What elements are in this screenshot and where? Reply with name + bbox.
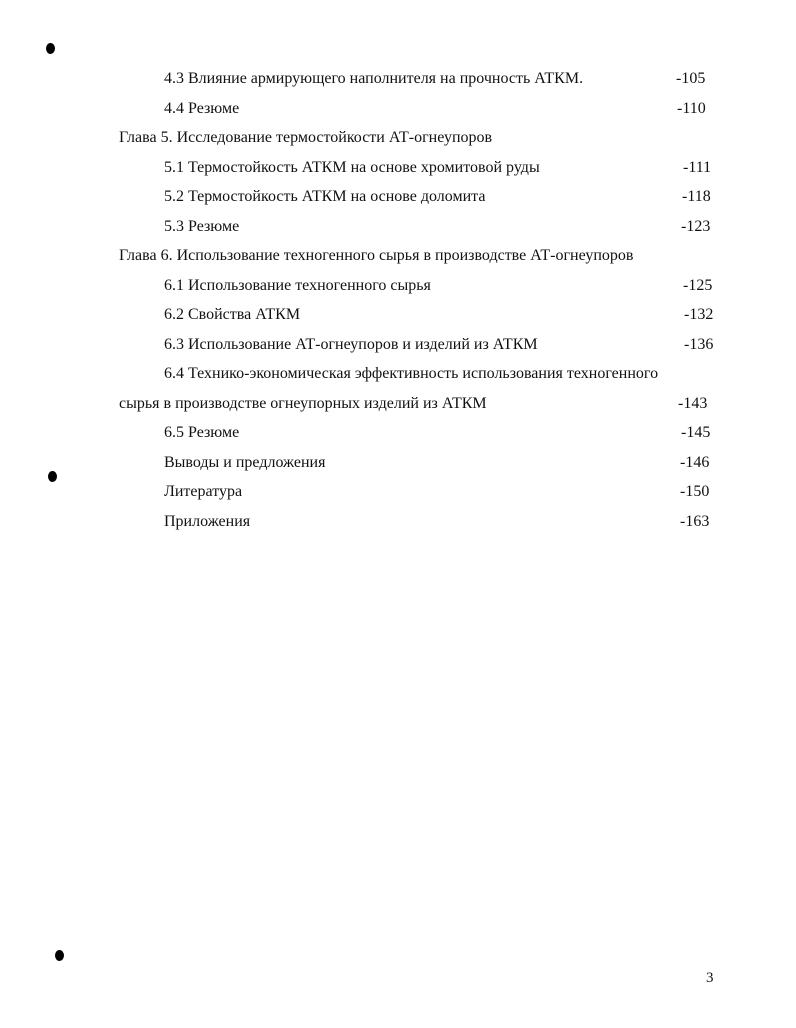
page-number: 3 xyxy=(706,970,714,986)
toc-entry-text: Литература xyxy=(164,483,243,500)
toc-entry-text: 5.1 Термостойкость АТКМ на основе хромитовой руды xyxy=(164,159,540,176)
toc-entry-text-continued: сырья в производстве огнеупорных изделий из АТКМ xyxy=(119,395,487,412)
toc-entry-text: 6.2 Свойства АТКМ xyxy=(164,306,301,323)
punch-hole-mark xyxy=(46,43,55,54)
toc-entry-page: -145 xyxy=(681,424,711,441)
toc-entry-text: 4.3 Влияние армирующего наполнителя на прочность АТКМ. xyxy=(164,70,584,87)
toc-entry-text: 5.2 Термостойкость АТКМ на основе доломита xyxy=(164,188,486,205)
toc-entry-text: 6.3 Использование АТ-огнеупоров и изделий из АТКМ xyxy=(164,336,538,353)
toc-entry-text: Приложения xyxy=(164,513,251,530)
toc-entry-page: -111 xyxy=(683,159,712,176)
toc-entry-page: -105 xyxy=(676,70,706,87)
toc-chapter-heading: Глава 6. Использование техногенного сырья в производстве АТ-огнеупоров xyxy=(119,247,634,264)
toc-entry-text: 4.4 Резюме xyxy=(164,100,240,117)
toc-entry-page: -125 xyxy=(683,277,713,294)
toc-entry-text: 6.1 Использование техногенного сырья xyxy=(164,277,431,294)
toc-entry-page: -118 xyxy=(682,188,711,205)
toc-entry-page: -136 xyxy=(684,336,714,353)
toc-chapter-heading: Глава 5. Исследование термостойкости АТ-огнеупоров xyxy=(119,129,493,146)
toc-entry-page: -132 xyxy=(684,306,714,323)
punch-hole-mark xyxy=(48,471,57,482)
toc-entry-page: -150 xyxy=(680,483,710,500)
toc-entry-text: 5.3 Резюме xyxy=(164,218,240,235)
toc-entry-text: 6.5 Резюме xyxy=(164,424,240,441)
toc-entry-page: -143 xyxy=(678,395,708,412)
toc-entry-text: Выводы и предложения xyxy=(164,454,326,471)
toc-entry-page: -163 xyxy=(680,513,710,530)
toc-entry-page: -110 xyxy=(677,100,706,117)
punch-hole-mark xyxy=(55,950,64,961)
toc-entry-page: -146 xyxy=(680,454,710,471)
toc-entry-page: -123 xyxy=(681,218,711,235)
toc-entry-text: 6.4 Технико-экономическая эффективность использования техногенного xyxy=(164,365,659,382)
